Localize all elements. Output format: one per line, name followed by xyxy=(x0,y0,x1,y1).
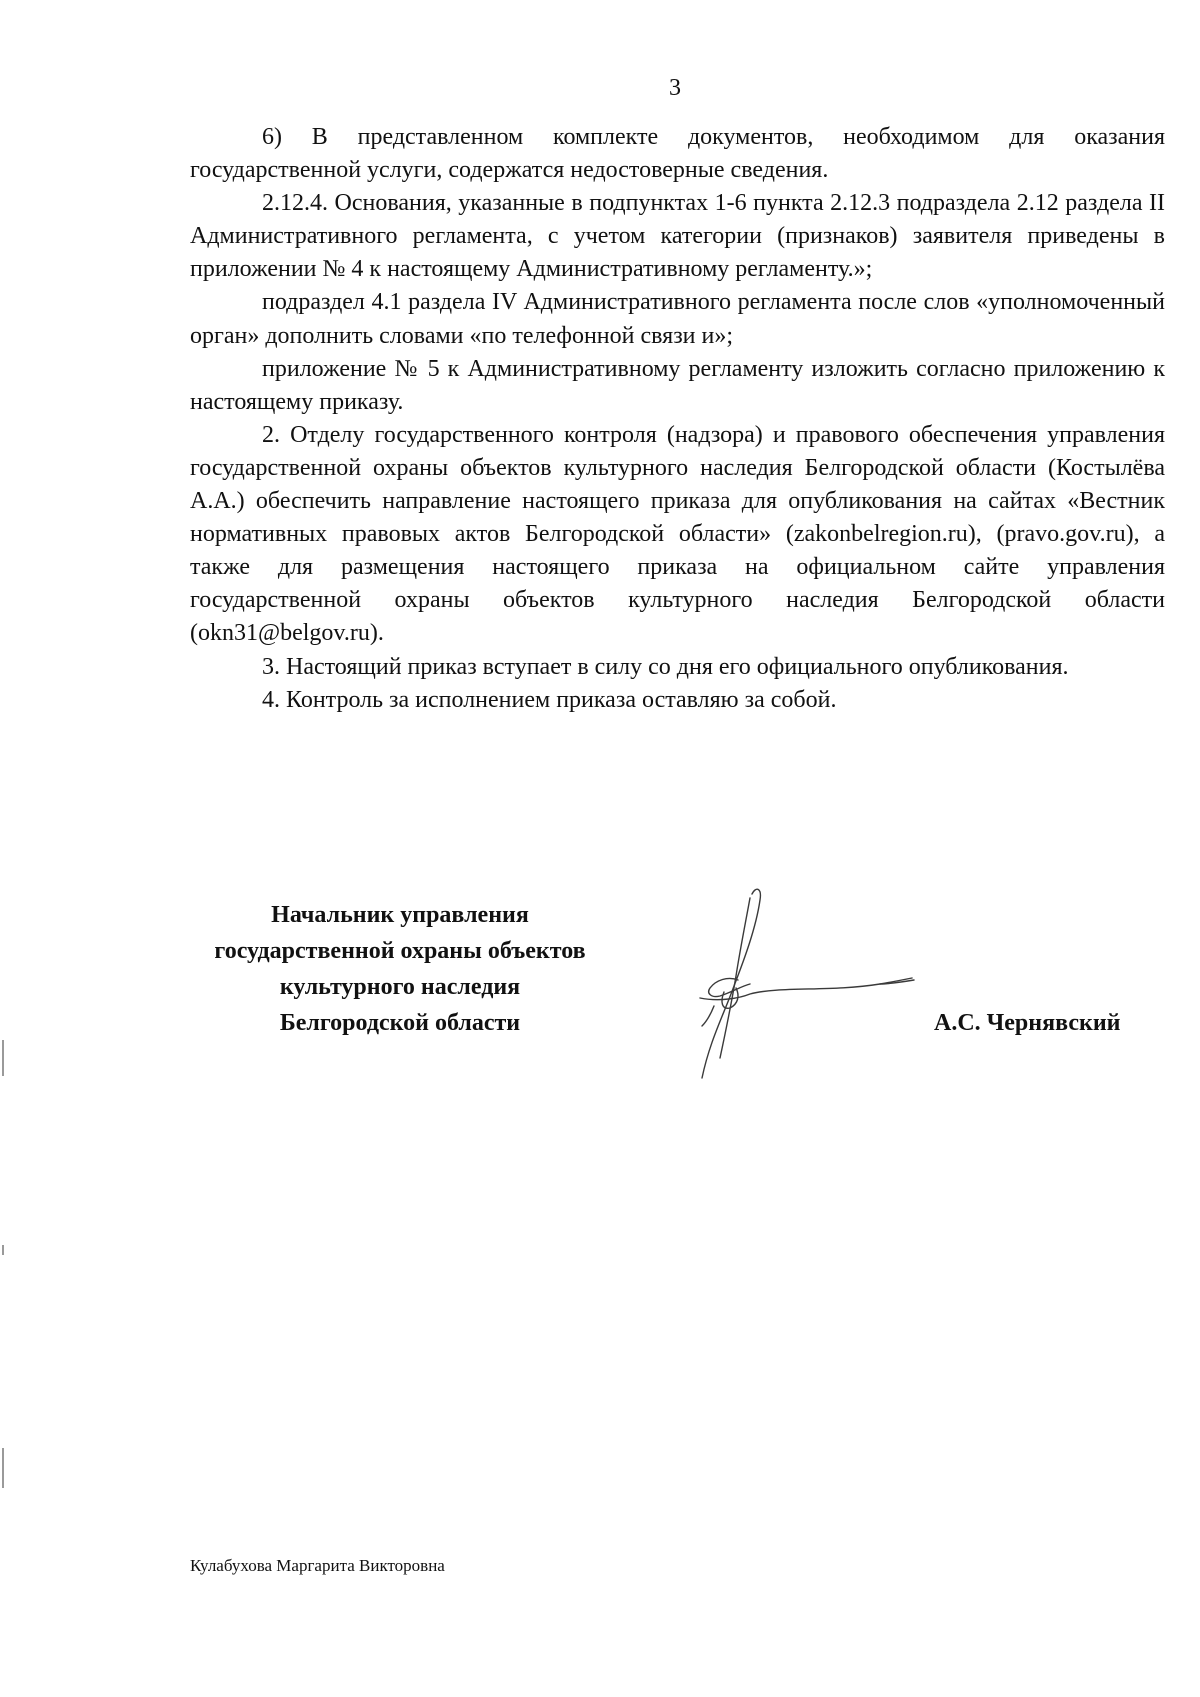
paragraph-point-2: 2. Отделу государственного контроля (надзора) и правового обеспечения управления государственной охраны объектов культурного наследия Белгородской области (Костылёва А.А.) обеспечить направление настоящего приказа для опубликования на сайтах «Вестник нормативных правовых актов Белгородской области» (zakonbelregion.ru), (pravo.gov.ru), а также для размещения настоящего приказа на официальном сайте управления государственной охраны объектов культурного наследия Белгородской области (okn31@belgov.ru). xyxy=(190,421,1165,647)
scan-artifact xyxy=(2,1448,4,1488)
page-number: 3 xyxy=(669,75,681,101)
document-body xyxy=(190,121,1165,717)
paragraph-point-4: 4. Контроль за исполнением приказа оставляю за собой. xyxy=(262,686,837,713)
scan-artifact xyxy=(2,1245,4,1255)
position-line: государственной охраны объектов xyxy=(214,938,586,964)
position-line: Белгородской области xyxy=(279,1010,521,1036)
handwritten-signature xyxy=(680,880,920,1090)
paragraph-item-6: 6) В представленном комплекте документов, необходимом для оказания государственной услуги, содержатся недостоверные сведения. xyxy=(190,124,1165,184)
executor-name: Кулабухова Маргарита Викторовна xyxy=(190,1556,445,1575)
paragraph-point-3: 3. Настоящий приказ вступает в силу со дня его официального опубликования. xyxy=(262,653,1069,680)
position-line: культурного наследия xyxy=(279,974,521,1000)
scan-artifact xyxy=(2,1040,4,1076)
paragraph-subsection-4-1: подраздел 4.1 раздела IV Административного регламента после слов «уполномоченный орган» дополнить словами «по телефонной связи и»; xyxy=(190,289,1165,349)
signatory-position xyxy=(150,897,650,1041)
paragraph-2-12-4: 2.12.4. Основания, указанные в подпунктах 1-6 пункта 2.12.3 подраздела 2.12 раздела II Административного регламента, с учетом категории (признаков) заявителя приведены в приложении № 4 к настоящему Административному регламенту.»; xyxy=(190,190,1165,283)
signer-name: А.С. Чернявский xyxy=(934,1010,1121,1036)
position-line: Начальник управления xyxy=(271,902,529,928)
paragraph-appendix-5: приложение № 5 к Административному регламенту изложить согласно приложению к настоящему приказу. xyxy=(190,355,1165,415)
